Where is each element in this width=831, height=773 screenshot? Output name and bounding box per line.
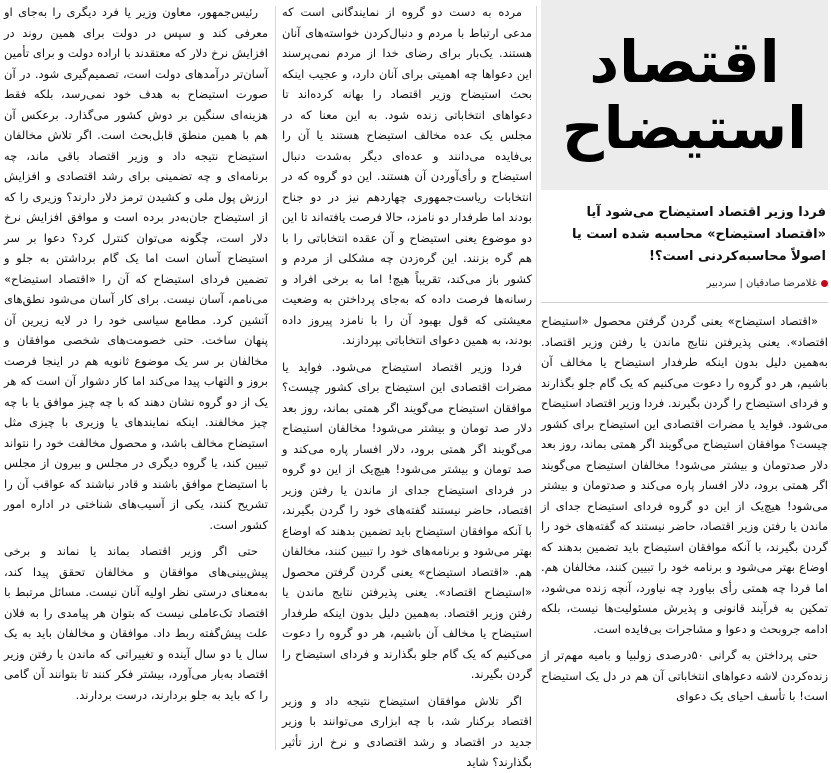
byline-bullet-icon bbox=[821, 280, 828, 287]
middle-paragraph-1: مرده به دست دو گروه از نمایندگانی است که مدعی ارتباط با مردم و دنبال‌کردن خواسته‌های آنان هستند. یک‌بار برای رضای خدا از مردم نمی‌پرسند این دعواها چه اهمیتی برای آنان دارد، و عجیب اینکه بحث استیضاح وزیر اقتصاد را بهانه کرده‌اند تا دعواهای انتخاباتی زنده شود. به این معنا که در مجلس یک عده مخالف استیضاح هستند یا آن را بی‌فایده می‌دانند و عده‌ای دیگر به‌شدت دنبال استیضاح و رأی‌آوردن آن هستند. این دو گروه که در انتخابات ریاست‌جمهوری چهاردهم نیز در دو جناح بودند اما طرفدار دو نامزد، حالا فرصت یافته‌اند تا این دو موضوع یعنی استیضاح و آن عقده انتخاباتی را با هم گره بزنند. این گره‌زدن چه مشکلی از مردم و کشور باز می‌کند، تقریباً هیچ! اما به برخی افراد و رسانه‌ها فرصت داده که به‌جای پرداختن به وضعیت معیشتی که قول بهبود آن را با نامزد پیروز داده بودند، به همین دعوای انتخاباتی بپردازند. bbox=[282, 5, 532, 347]
left-paragraph-2: حتی اگر وزیر اقتصاد بماند یا نماند و برخی پیش‌بینی‌های موافقان و مخالفان تحقق پیدا کند، به‌معنای درستی نظر اولیه آنان نیست. مسائل مرتبط با اقتصاد تک‌عاملی نیست که بتوان هر پیامدی را به فلان علت پیش‌گفته ربط داد. موافقان و مخالفان باید به یک سال یا دو سال آینده و تغییراتی که ماندن یا رفتن وزیر اقتصاد به‌بار می‌آورد، بیشتر فکر کنند تا بتوانند آن گامی را که باید به جلو بردارند، درست بردارند. bbox=[4, 544, 268, 702]
article-column-left bbox=[4, 2, 268, 758]
headline-box bbox=[541, 0, 828, 190]
left-paragraph-1: رئیس‌جمهور، معاون وزیر یا فرد دیگری را به‌جای او معرفی کند و سپس در دولت برای همین روند در افزایش نرخ دلار که معتقدند با اراده دولت و برای تأمین آسان‌تر درآمدهای دولت است، تصمیم‌گیری شود. در آن صورت استیضاح به هدف خود نمی‌رسد، بلکه فقط هزینه‌ای سنگین بر دوش کشور می‌گذارد. برعکس آن هم با همین منطق قابل‌بحث است. اگر تلاش مخالفان استیضاح نتیجه داد و وزیر اقتصاد باقی ماند، چه برنامه‌ای و چه تضمینی برای رشد اقتصادی و افزایش ارزش پول ملی و کشیدن ترمز دلار دارند؟ وزیری را که از استیضاح جان‌به‌در برده است و موافق افزایش نرخ دلار است، چگونه می‌توان کنترل کرد؟ دعوا بر سر استیضاح آسان است اما یک گام برداشتن به جلو و تضمین فردای استیضاح که آن را «اقتصاد استیضاح» می‌نامم، آسان نیست. برای کار آسان می‌شود نطق‌های آتشین کرد. مطامع سیاسی خود را در لایه زیرین آن پنهان ساخت. حتی خصومت‌های شخصی موافقان و مخالفان بر سر یک موضوع ثانویه هم در اینجا فرصت بروز و التهاب پیدا می‌کند اما کار دشوار آن است که هر یک از دو گروه نشان دهند که با چه چیز موافق یا با چه چیز مخالفند. اینکه نمایندهای یا وزیری با چیزی مثل استیضاح مخالف باشد، و محصول مخالفت خود را نتواند تبیین کند، یا گروه دیگری در مجلس و بیرون از مجلس با استیضاح موافق باشند و قادر نباشند که عواقب آن را تشریح کنند، یکی از آسیب‌های شناختی در اداره امور کشور است. bbox=[4, 5, 268, 532]
column-divider-left bbox=[275, 6, 276, 750]
right-paragraph-2: حتی پرداختن به گرانی ۵۰درصدی زولبیا و بامیه مهم‌تر از زنده‌کردن لاشه دعواهای انتخاباتی آن هم در دل یک استیضاح است! با تأسف احیای یک دعوای bbox=[541, 648, 828, 703]
article-column-middle bbox=[282, 2, 532, 769]
middle-paragraph-2: فردا وزیر اقتصاد استیضاح می‌شود. فواید یا مضرات اقتصادی این استیضاح برای کشور چیست؟ موافقان استیضاح می‌گویند اگر همتی بماند، روز بعد دلار صد تومان و بیشتر می‌شود! مخالفان استیضاح می‌گویند اگر همتی برود، دلار افسار پاره می‌کند و صد تومان و بیشتر می‌شود! هیچ‌یک از این دو گروه در فردای استیضاح جدای از ماندن یا رفتن وزیر اقتصاد، حاضر نیستند گفته‌های خود را گردن بگیرند، با آنکه موافقان استیضاح باید تضمین بدهند که اوضاع بهتر می‌شود و برنامه‌های خود را تبیین کنند، مخالفان هم. «اقتصاد استیضاح» یعنی گردن گرفتن محصول «استیضاح اقتصاد». یعنی پذیرفتن نتایج ماندن یا رفتن وزیر اقتصاد. به‌همین دلیل بدون اینکه طرفدار استیضاح یا مخالف آن باشیم، هر دو گروه را دعوت می‌کنیم که یک گام جلو بگذارند و فردای استیضاح را گردن بگیرند. bbox=[282, 359, 532, 681]
right-paragraph-1: «اقتصاد استیضاح» یعنی گردن گرفتن محصول «استیضاح اقتصاد». یعنی پذیرفتن نتایج ماندن یا رفتن وزیر اقتصاد. به‌همین دلیل بدون اینکه طرفدار استیضاح یا مخالف آن باشیم، هر دو گروه را دعوت می‌کنیم که یک گام جلو بگذارند و فردای استیضاح را گردن بگیرند. فردا وزیر اقتصاد استیضاح می‌شود. فواید یا مضرات اقتصادی این استیضاح برای کشور چیست؟ موافقان استیضاح می‌گویند اگر همتی بماند، روز بعد دلار صدتومان و بیشتر می‌شود! مخالفان استیضاح می‌گویند اگر همتی برود، دلار افسار پاره می‌کند و صدتومان و بیشتر می‌شود! هیچ‌یک از این دو گروه فردای استیضاح جدای از ماندن یا رفتن وزیر اقتصاد، حاضر نیستند که گفته‌های خود را گردن بگیرند، با آنکه موافقان استیضاح باید تضمین بدهند که اوضاع بهتر می‌شود و برنامه خود را تبیین کنند، مخالفان هم. اما فردا چه همتی رأی بیاورد چه نیاورد، آنچه زنده می‌شود، تمکین به فرآیند قانونی و پذیرش مسئولیت‌ها نیست، بلکه ادامه جروبحث و دعوا و مشاجرات بی‌فایده است. bbox=[541, 314, 828, 636]
middle-paragraph-3: اگر تلاش موافقان استیضاح نتیجه داد و وزیر اقتصاد برکنار شد، با چه ابزاری می‌توانند با وزیر جدید در اقتصاد و رشد اقتصادی و نرخ ارز تأثیر بگذارند؟ شاید bbox=[282, 693, 532, 769]
article-column-right bbox=[541, 0, 828, 756]
byline-text: غلامرضا صادقیان | سردبیر bbox=[706, 278, 817, 289]
lead-subheadline: فردا وزیر اقتصاد استیضاح می‌شود آیا «اقتصاد استیضاح» محاسبه شده است یا اصولاً محاسبه‌کردنی است؟! bbox=[572, 205, 826, 264]
byline-rule bbox=[541, 302, 828, 303]
right-body-text bbox=[541, 311, 828, 707]
headline-title: اقتصاد استیضاح bbox=[562, 28, 807, 162]
column-divider-right bbox=[536, 6, 537, 750]
author-byline bbox=[541, 276, 828, 292]
